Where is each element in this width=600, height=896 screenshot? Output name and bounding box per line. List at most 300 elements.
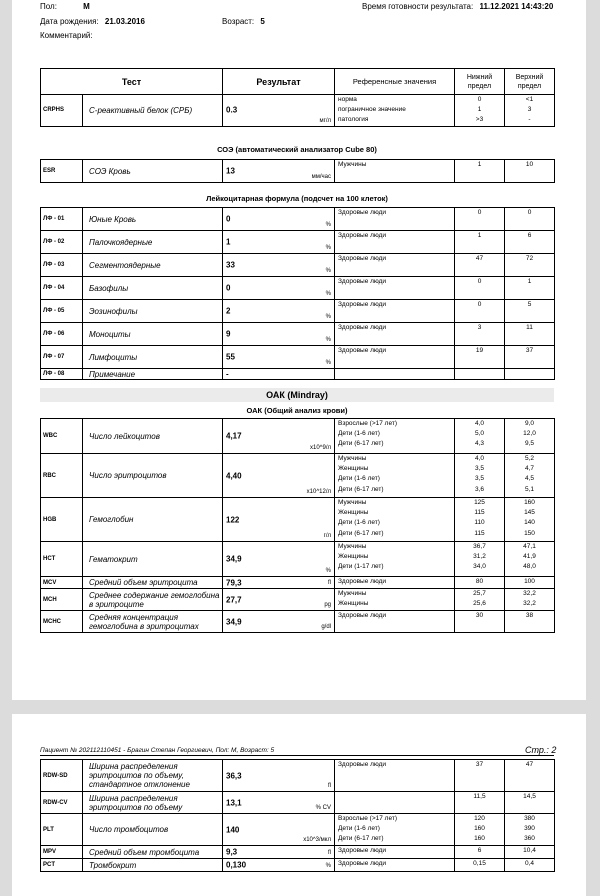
high-cell	[505, 577, 555, 589]
report-page-1	[12, 0, 586, 700]
high-cell	[505, 814, 555, 846]
high-cell	[505, 859, 555, 872]
result-value: 1	[226, 237, 231, 247]
ref-cell: Мужчины	[335, 160, 455, 183]
report-page-2	[12, 714, 586, 896]
result-value: 4,17	[226, 431, 242, 441]
test-name: Юные Кровь	[83, 208, 223, 231]
ref-label: Женщины	[338, 465, 369, 473]
test-name: Средняя концентрация гемоглобина в эритроцитах	[83, 611, 223, 633]
ref-label: Здоровые люди	[338, 324, 387, 331]
result-value: 33	[226, 260, 235, 270]
ref-high: 38	[525, 612, 534, 619]
ref-label: Дети (6-17 лет)	[338, 440, 384, 448]
ref-label: Здоровые люди	[338, 278, 387, 285]
ref-label: Дети (1-17 лет)	[338, 563, 384, 571]
ref-low: 0	[477, 301, 482, 308]
test-name: Средний объем эритроцита	[83, 577, 223, 589]
col-low-header: Нижний предел	[455, 69, 505, 95]
test-name: Гемоглобин	[83, 498, 223, 542]
result-value: 0	[226, 283, 231, 293]
table-row	[41, 95, 555, 127]
high-cell	[505, 323, 555, 346]
test-code: ЛФ - 03	[41, 254, 83, 277]
ref-high: 32,2	[523, 590, 536, 597]
ref-low: 19	[475, 347, 484, 354]
ref-low: 25,7	[473, 590, 486, 597]
test-name: Ширина распределения эритроцитов по объему, стандартное отклонение	[83, 760, 223, 792]
low-cell	[455, 859, 505, 872]
low-cell	[455, 498, 505, 542]
table-row	[41, 814, 555, 846]
test-code: ЛФ - 04	[41, 277, 83, 300]
ref-low: 3,6	[474, 485, 485, 493]
ref-low: 47	[475, 255, 484, 262]
ref-low: 6	[477, 847, 482, 854]
table-row	[41, 208, 555, 231]
ref-high: 360	[524, 835, 535, 843]
low-cell	[455, 231, 505, 254]
ref-cell	[335, 419, 455, 454]
table-row	[41, 300, 555, 323]
test-name: Моноциты	[83, 323, 223, 346]
header-divider	[40, 755, 554, 756]
result-unit: мм/час	[311, 174, 331, 180]
ref-label: Мужчины	[338, 499, 367, 506]
low-cell	[455, 846, 505, 859]
high-cell	[505, 419, 555, 454]
high-cell: 10	[505, 160, 555, 183]
ref-cell	[335, 346, 455, 369]
result-unit: pg	[324, 602, 331, 608]
ref-label: Здоровые люди	[338, 255, 387, 262]
ref-label: Здоровые люди	[338, 209, 387, 216]
ref-cell	[335, 369, 455, 380]
ref-low: 120	[474, 815, 485, 822]
ref-low: 115	[474, 509, 485, 517]
ref-low: 11,5	[473, 793, 486, 800]
crp-table	[40, 68, 555, 127]
ref-cell	[335, 323, 455, 346]
ref-high: 41,9	[523, 553, 536, 561]
ref-label: Здоровые люди	[338, 347, 387, 354]
result-cell	[223, 95, 335, 127]
ready-time-field: Время готовности результата: 11.12.2021 14:43:20	[362, 2, 554, 11]
result-value: 9	[226, 329, 231, 339]
result-unit: x10^12/л	[306, 489, 331, 495]
ref-low: 34,0	[473, 563, 486, 571]
high-cell	[505, 498, 555, 542]
test-name: Палочкоядерные	[83, 231, 223, 254]
patient-line: Пациент № 202112110451 - Брагин Степан Георгиевич, Пол: М, Возраст: 5	[40, 747, 275, 754]
result-value: -	[226, 369, 229, 379]
ref-low: 3	[477, 324, 482, 331]
result-cell	[223, 277, 335, 300]
ref-label: Здоровые люди	[338, 860, 387, 867]
ref-label: Мужчины	[338, 455, 367, 462]
test-name: СОЭ Кровь	[83, 160, 223, 183]
result-value: 34,9	[226, 554, 242, 564]
result-unit: fl	[328, 580, 331, 586]
esr-section-title: СОЭ (автоматический анализатор Cube 80)	[217, 145, 377, 154]
low-cell	[455, 814, 505, 846]
table-row	[41, 160, 555, 183]
table-row	[41, 792, 555, 814]
high-cell	[505, 231, 555, 254]
ref-high: 12,0	[523, 430, 536, 438]
result-value: 9,3	[226, 847, 238, 857]
table-row	[41, 346, 555, 369]
result-unit: x10^3/мкл	[303, 837, 331, 843]
ref-cell	[335, 277, 455, 300]
test-code: ЛФ - 08	[41, 369, 83, 380]
ref-high: 4,5	[524, 475, 535, 483]
low-cell	[455, 419, 505, 454]
result-cell	[223, 231, 335, 254]
high-cell: <1 3 -	[505, 95, 555, 127]
test-code: HCT	[41, 542, 83, 577]
test-name: Ширина распределения эритроцитов по объему	[83, 792, 223, 814]
result-unit: x10^9/л	[310, 445, 331, 451]
ref-high: 100	[524, 578, 535, 585]
low-cell	[455, 369, 505, 380]
test-code: RBC	[41, 454, 83, 498]
esr-table	[40, 159, 555, 183]
table-row	[41, 419, 555, 454]
ref-label: Здоровые люди	[338, 847, 387, 854]
test-code: ЛФ - 01	[41, 208, 83, 231]
result-cell	[223, 542, 335, 577]
ref-low: 80	[475, 578, 484, 585]
high-cell	[505, 846, 555, 859]
table-row	[41, 254, 555, 277]
ref-label: Здоровые люди	[338, 232, 387, 239]
low-cell	[455, 577, 505, 589]
result-cell	[223, 346, 335, 369]
result-cell	[223, 760, 335, 792]
high-cell	[505, 277, 555, 300]
test-code: PLT	[41, 814, 83, 846]
ref-high: 380	[524, 815, 535, 822]
ref-low: 125	[474, 499, 485, 506]
low-cell	[455, 323, 505, 346]
high-cell	[505, 300, 555, 323]
test-code: MPV	[41, 846, 83, 859]
ref-high: 150	[524, 529, 535, 537]
result-cell	[223, 859, 335, 872]
result-value: 0.3	[226, 105, 238, 115]
result-value: 13,1	[226, 798, 242, 807]
ref-label: Мужчины	[338, 543, 367, 550]
ref-label: Взрослые (>17 лет)	[338, 815, 398, 822]
table-row	[41, 542, 555, 577]
ref-high: 5,1	[524, 485, 535, 493]
result-value: 4,40	[226, 471, 242, 480]
page-number: Стр.: 2	[525, 745, 557, 755]
test-name: Среднее содержание гемоглобина в эритроците	[83, 589, 223, 611]
low-cell	[455, 589, 505, 611]
col-high-header: Верхний предел	[505, 69, 555, 95]
table-row	[41, 859, 555, 872]
low-cell	[455, 542, 505, 577]
ref-cell	[335, 611, 455, 633]
ref-low: 0,15	[473, 860, 486, 867]
ref-label: Женщины	[338, 509, 369, 517]
low-cell	[455, 611, 505, 633]
result-unit: fl	[328, 783, 331, 789]
ref-low: 31,2	[473, 553, 486, 561]
result-value: 13	[226, 166, 235, 176]
result-value: 36,3	[226, 771, 242, 780]
ref-high: 5	[527, 301, 532, 308]
table-row	[41, 277, 555, 300]
test-name: Эозинофилы	[83, 300, 223, 323]
test-name: Сегментоядерные	[83, 254, 223, 277]
low-cell: 0 1 >3	[455, 95, 505, 127]
test-code: RDW-SD	[41, 760, 83, 792]
sex-field: Пол: М	[40, 2, 90, 11]
ref-label: Здоровые люди	[338, 301, 387, 308]
test-code: ЛФ - 05	[41, 300, 83, 323]
test-code: RDW-CV	[41, 792, 83, 814]
ref-label: Здоровые люди	[338, 612, 387, 619]
result-cell	[223, 611, 335, 633]
result-unit: fl	[328, 850, 331, 856]
ref-cell	[335, 859, 455, 872]
result-cell	[223, 454, 335, 498]
high-cell	[505, 208, 555, 231]
ref-label: Дети (6-17 лет)	[338, 835, 384, 843]
ref-high: 47	[525, 761, 534, 768]
ref-high: 48,0	[523, 563, 536, 571]
result-unit: %	[325, 863, 331, 869]
result-value: 34,9	[226, 617, 242, 626]
test-code: ESR	[41, 160, 83, 183]
ref-high: 11	[526, 324, 533, 331]
low-cell	[455, 277, 505, 300]
result-value: 55	[226, 352, 235, 362]
result-value: 0,130	[226, 860, 247, 870]
result-cell	[223, 498, 335, 542]
ref-low: 30	[475, 612, 484, 619]
table-row	[41, 846, 555, 859]
ref-high: 5,2	[524, 455, 535, 462]
ref-label: Здоровые люди	[338, 578, 387, 585]
result-value: 79,3	[226, 578, 242, 587]
ref-label: Дети (1-6 лет)	[338, 430, 380, 438]
test-code: HGB	[41, 498, 83, 542]
ref-low: 0	[477, 278, 482, 285]
table-row	[41, 323, 555, 346]
result-unit: %	[325, 568, 331, 574]
ref-high: 160	[524, 499, 535, 506]
ref-high: 4,7	[524, 465, 535, 473]
ref-high: 390	[524, 825, 535, 833]
ref-low: 4,0	[474, 420, 485, 427]
ref-high: 32,2	[523, 600, 536, 608]
low-cell: 1	[455, 160, 505, 183]
ref-label: Женщины	[338, 600, 369, 608]
test-code: MCHC	[41, 611, 83, 633]
test-name: Число лейкоцитов	[83, 419, 223, 454]
result-unit: g/dl	[321, 624, 331, 630]
page2-table	[40, 759, 555, 872]
ref-low: 0	[477, 209, 482, 216]
comment-field: Комментарий:	[40, 31, 93, 40]
result-cell	[223, 814, 335, 846]
result-cell	[223, 323, 335, 346]
ref-cell: норма пограничное значение патология	[335, 95, 455, 127]
ref-high: 47,1	[523, 543, 536, 550]
ref-low: 25,6	[473, 600, 486, 608]
test-code: ЛФ - 07	[41, 346, 83, 369]
result-cell	[223, 419, 335, 454]
result-unit: г/л	[323, 533, 331, 539]
test-name: Гематокрит	[83, 542, 223, 577]
ref-high: 9,0	[524, 420, 535, 427]
leuko-section-title: Лейкоцитарная формула (подсчет на 100 клеток)	[206, 194, 388, 203]
result-cell	[223, 300, 335, 323]
ref-label: Дети (1-6 лет)	[338, 519, 380, 527]
ref-cell	[335, 231, 455, 254]
table-row	[41, 760, 555, 792]
test-code: ЛФ - 02	[41, 231, 83, 254]
low-cell	[455, 792, 505, 814]
ref-high: 72	[525, 255, 534, 262]
test-name: Число эритроцитов	[83, 454, 223, 498]
result-unit: %	[325, 360, 331, 366]
table-row	[41, 611, 555, 633]
ref-high: 37	[525, 347, 534, 354]
result-cell	[223, 160, 335, 183]
ref-low: 160	[474, 835, 485, 843]
test-code: MCH	[41, 589, 83, 611]
ref-label: Женщины	[338, 553, 369, 561]
test-code: CRPHS	[41, 95, 83, 127]
test-name: Число тромбоцитов	[83, 814, 223, 846]
result-value: 27,7	[226, 595, 242, 604]
ref-low: 110	[474, 519, 485, 527]
test-name: Средний объем тромбоцита	[83, 846, 223, 859]
ref-cell	[335, 454, 455, 498]
high-cell	[505, 792, 555, 814]
dob-field: Дата рождения: 21.03.2016	[40, 17, 145, 26]
high-cell	[505, 254, 555, 277]
ref-high: 6	[527, 232, 532, 239]
ref-cell	[335, 589, 455, 611]
ref-low: 36,7	[473, 543, 486, 550]
ref-cell	[335, 300, 455, 323]
oak-section-title: ОАК (Общий анализ крови)	[246, 406, 348, 415]
table-row	[41, 454, 555, 498]
test-code: ЛФ - 06	[41, 323, 83, 346]
ref-cell	[335, 254, 455, 277]
high-cell	[505, 542, 555, 577]
oak-table	[40, 418, 555, 633]
result-unit: %	[325, 337, 331, 343]
high-cell	[505, 760, 555, 792]
ref-high: 0	[527, 209, 532, 216]
ref-low: 37	[475, 761, 484, 768]
test-name: Базофилы	[83, 277, 223, 300]
high-cell	[505, 346, 555, 369]
ref-low: 5,0	[474, 430, 485, 438]
result-cell	[223, 577, 335, 589]
result-cell	[223, 792, 335, 814]
result-value: 2	[226, 306, 231, 316]
result-unit: %	[325, 314, 331, 320]
result-cell	[223, 369, 335, 380]
ref-label: Дети (1-6 лет)	[338, 825, 380, 833]
low-cell	[455, 454, 505, 498]
ref-high: 9,5	[524, 440, 535, 448]
ref-high: 14,5	[523, 793, 536, 800]
low-cell	[455, 208, 505, 231]
ref-low: 160	[474, 825, 485, 833]
ref-cell	[335, 542, 455, 577]
oak-section-bar: ОАК (Mindray)	[40, 388, 554, 402]
low-cell	[455, 760, 505, 792]
result-unit: %	[325, 268, 331, 274]
low-cell	[455, 300, 505, 323]
test-code: MCV	[41, 577, 83, 589]
low-cell	[455, 254, 505, 277]
table-row	[41, 498, 555, 542]
ref-cell	[335, 792, 455, 814]
result-value: 0	[226, 214, 231, 224]
ref-cell	[335, 208, 455, 231]
result-unit: %	[325, 245, 331, 251]
high-cell	[505, 611, 555, 633]
col-result-header: Результат	[223, 69, 335, 95]
high-cell	[505, 589, 555, 611]
result-unit: % CV	[315, 805, 331, 811]
test-code: PCT	[41, 859, 83, 872]
result-unit: мг/л	[319, 117, 332, 124]
ref-label: Взрослые (>17 лет)	[338, 420, 398, 427]
result-cell	[223, 589, 335, 611]
test-name: С-реактивный белок (СРБ)	[83, 95, 223, 127]
result-value: 140	[226, 825, 240, 834]
ref-high: 145	[524, 509, 535, 517]
result-unit: %	[325, 222, 331, 228]
ref-label: Дети (6-17 лет)	[338, 529, 384, 537]
ref-low: 4,0	[474, 455, 485, 462]
ref-cell	[335, 760, 455, 792]
high-cell	[505, 369, 555, 380]
ref-low: 1	[477, 232, 482, 239]
result-cell	[223, 846, 335, 859]
age-field: Возраст: 5	[222, 17, 265, 26]
table-row	[41, 369, 555, 380]
ref-high: 140	[524, 519, 535, 527]
ref-cell	[335, 498, 455, 542]
ref-low: 115	[474, 529, 485, 537]
ref-low: 4,3	[474, 440, 485, 448]
table-header-row	[41, 69, 555, 95]
result-cell	[223, 254, 335, 277]
table-row	[41, 231, 555, 254]
ref-high: 1	[527, 278, 532, 285]
ref-cell	[335, 846, 455, 859]
ref-label: Дети (6-17 лет)	[338, 485, 384, 493]
low-cell	[455, 346, 505, 369]
test-name: Лимфоциты	[83, 346, 223, 369]
table-row	[41, 577, 555, 589]
ref-cell	[335, 814, 455, 846]
col-test-header: Тест	[41, 69, 223, 95]
leuko-table	[40, 207, 555, 380]
